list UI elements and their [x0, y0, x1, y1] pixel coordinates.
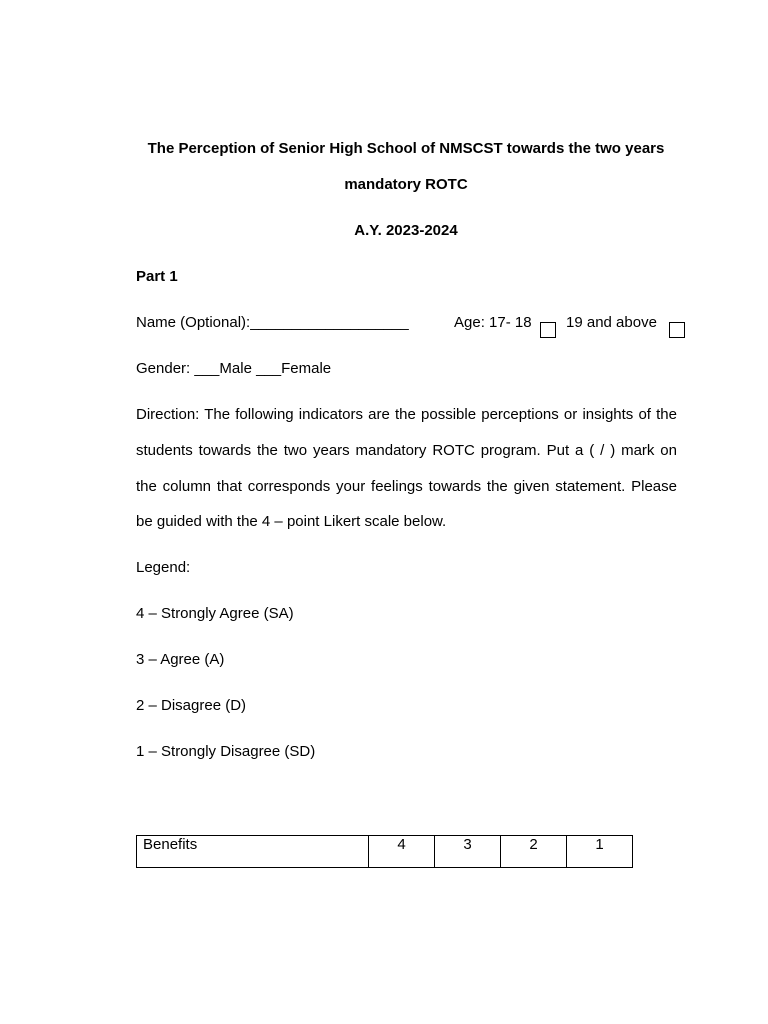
age-option-19-label: 19 and above [566, 314, 657, 331]
benefits-header-cell: Benefits [137, 836, 369, 868]
legend-heading: Legend: [136, 559, 191, 576]
scale-header-3: 3 [435, 836, 501, 868]
age-label: Age: 17- 18 [454, 314, 532, 331]
document-title-line-2: mandatory ROTC [344, 176, 468, 193]
legend-item-4: 4 – Strongly Agree (SA) [136, 605, 294, 622]
direction-line-1: Direction: The following indicators are the possible perceptions or insights of the [136, 406, 677, 423]
benefits-table [136, 835, 633, 868]
legend-item-3: 3 – Agree (A) [136, 651, 225, 668]
age-17-18-checkbox[interactable] [540, 322, 556, 338]
part-heading: Part 1 [136, 268, 178, 285]
name-field[interactable]: Name (Optional):___________________ [136, 314, 409, 331]
scale-header-4: 4 [369, 836, 435, 868]
document-title-line-1: The Perception of Senior High School of NMSCST towards the two years [147, 140, 665, 157]
direction-line-4: be guided with the 4 – point Likert scale below. [136, 513, 447, 530]
table-header-row [137, 836, 633, 868]
academic-year: A.Y. 2023-2024 [354, 222, 458, 239]
legend-item-1: 1 – Strongly Disagree (SD) [136, 743, 316, 760]
direction-line-2: students towards the two years mandatory ROTC program. Put a ( / ) mark on [136, 442, 677, 459]
legend-item-2: 2 – Disagree (D) [136, 697, 247, 714]
scale-header-2: 2 [501, 836, 567, 868]
gender-field[interactable]: Gender: ___Male ___Female [136, 360, 332, 377]
scale-header-1: 1 [567, 836, 633, 868]
direction-line-3: the column that corresponds your feelings towards the given statement. Please [136, 478, 677, 495]
age-19-above-checkbox[interactable] [669, 322, 685, 338]
